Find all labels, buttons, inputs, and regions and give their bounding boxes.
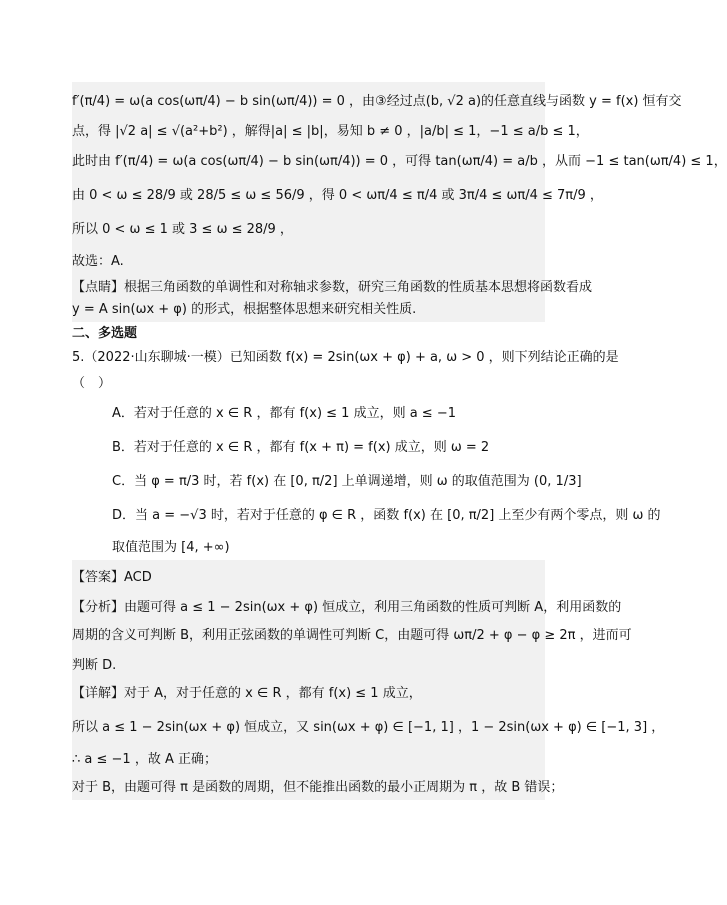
analysis-line: 【分析】由题可得 a ≤ 1 − 2sin(ωx + φ) 恒成立，利用三角函数的性质可判断 A，利用函数的 [72,600,622,615]
analysis-line: 判断 D. [72,658,117,673]
solution-line: 此时由 f′(π/4) = ω(a cos(ωπ/4) − b sin(ωπ/4)) = 0 ，可得 tan(ωπ/4) = a/b ，从而 −1 ≤ tan(ωπ/4) ≤ 1， [72,154,727,169]
option-d-continued: 取值范围为 [4, +∞) [112,540,230,555]
option-d: D．当 a = −√3 时，若对于任意的 φ ∈ R ，函数 f(x) 在 [0, π/2] 上至少有两个零点，则 ω 的 [112,508,661,523]
detail-line: ∴ a ≤ −1 ，故 A 正确； [72,752,217,767]
option-a: A．若对于任意的 x ∈ R ，都有 f(x) ≤ 1 成立，则 a ≤ −1 [112,406,456,421]
solution-line: 点，得 |√2 a| ≤ √(a²+b²) ，解得|a| ≤ |b|，易知 b ≠ 0 ，|a/b| ≤ 1，−1 ≤ a/b ≤ 1， [72,124,589,139]
solution-continuation-block [72,82,727,322]
detail-line: 所以 a ≤ 1 − 2sin(ωx + φ) 恒成立，又 sin(ωx + φ) ∈ [−1, 1] ，1 − 2sin(ωx + φ) ∈ [−1, 3] ， [72,720,665,735]
section-title: 二、多选题 [72,326,138,341]
option-c: C．当 φ = π/3 时，若 f(x) 在 [0, π/2] 上单调递增，则 ω 的取值范围为 (0, 1/3] [112,474,582,489]
solution-line: 所以 0 < ω ≤ 1 或 3 ≤ ω ≤ 28/9 ， [72,222,293,237]
solution-line: 由 0 < ω ≤ 28/9 或 28/5 ≤ ω ≤ 56/9 ，得 0 < ωπ/4 ≤ π/4 或 3π/4 ≤ ωπ/4 ≤ 7π/9 ， [72,188,603,203]
key-point-line: 【点睛】根据三角函数的单调性和对称轴求参数，研究三角函数的性质基本思想将函数看成 [72,280,593,295]
question-stem: 5.（2022·山东聊城·一模）已知函数 f(x) = 2sin(ωx + φ) + a, ω > 0 ，则下列结论正确的是 [72,350,619,365]
answer-choice-line: 故选：A. [72,254,124,269]
key-point-line: y = A sin(ωx + φ) 的形式，根据整体思想来研究相关性质. [72,302,417,317]
question-stem-bracket: （ ） [72,376,112,391]
option-b: B．若对于任意的 x ∈ R ，都有 f(x + π) = f(x) 成立，则 ω = 2 [112,440,490,455]
detail-line: 【详解】对于 A，对于任意的 x ∈ R ，都有 f(x) ≤ 1 成立， [72,686,422,701]
answer-analysis-block [72,560,665,800]
analysis-line: 周期的含义可判断 B，利用正弦函数的单调性可判断 C，由题可得 ωπ/2 + φ − φ ≥ 2π ，进而可 [72,628,632,643]
solution-line: f′(π/4) = ω(a cos(ωπ/4) − b sin(ωπ/4)) = 0 ，由③经过点(b, √2 a)的任意直线与函数 y = f(x) 恒有交 [72,94,682,109]
answer-line: 【答案】ACD [72,570,152,585]
detail-line: 对于 B，由题可得 π 是函数的周期，但不能推出函数的最小正周期为 π ，故 B 错误； [72,780,564,795]
